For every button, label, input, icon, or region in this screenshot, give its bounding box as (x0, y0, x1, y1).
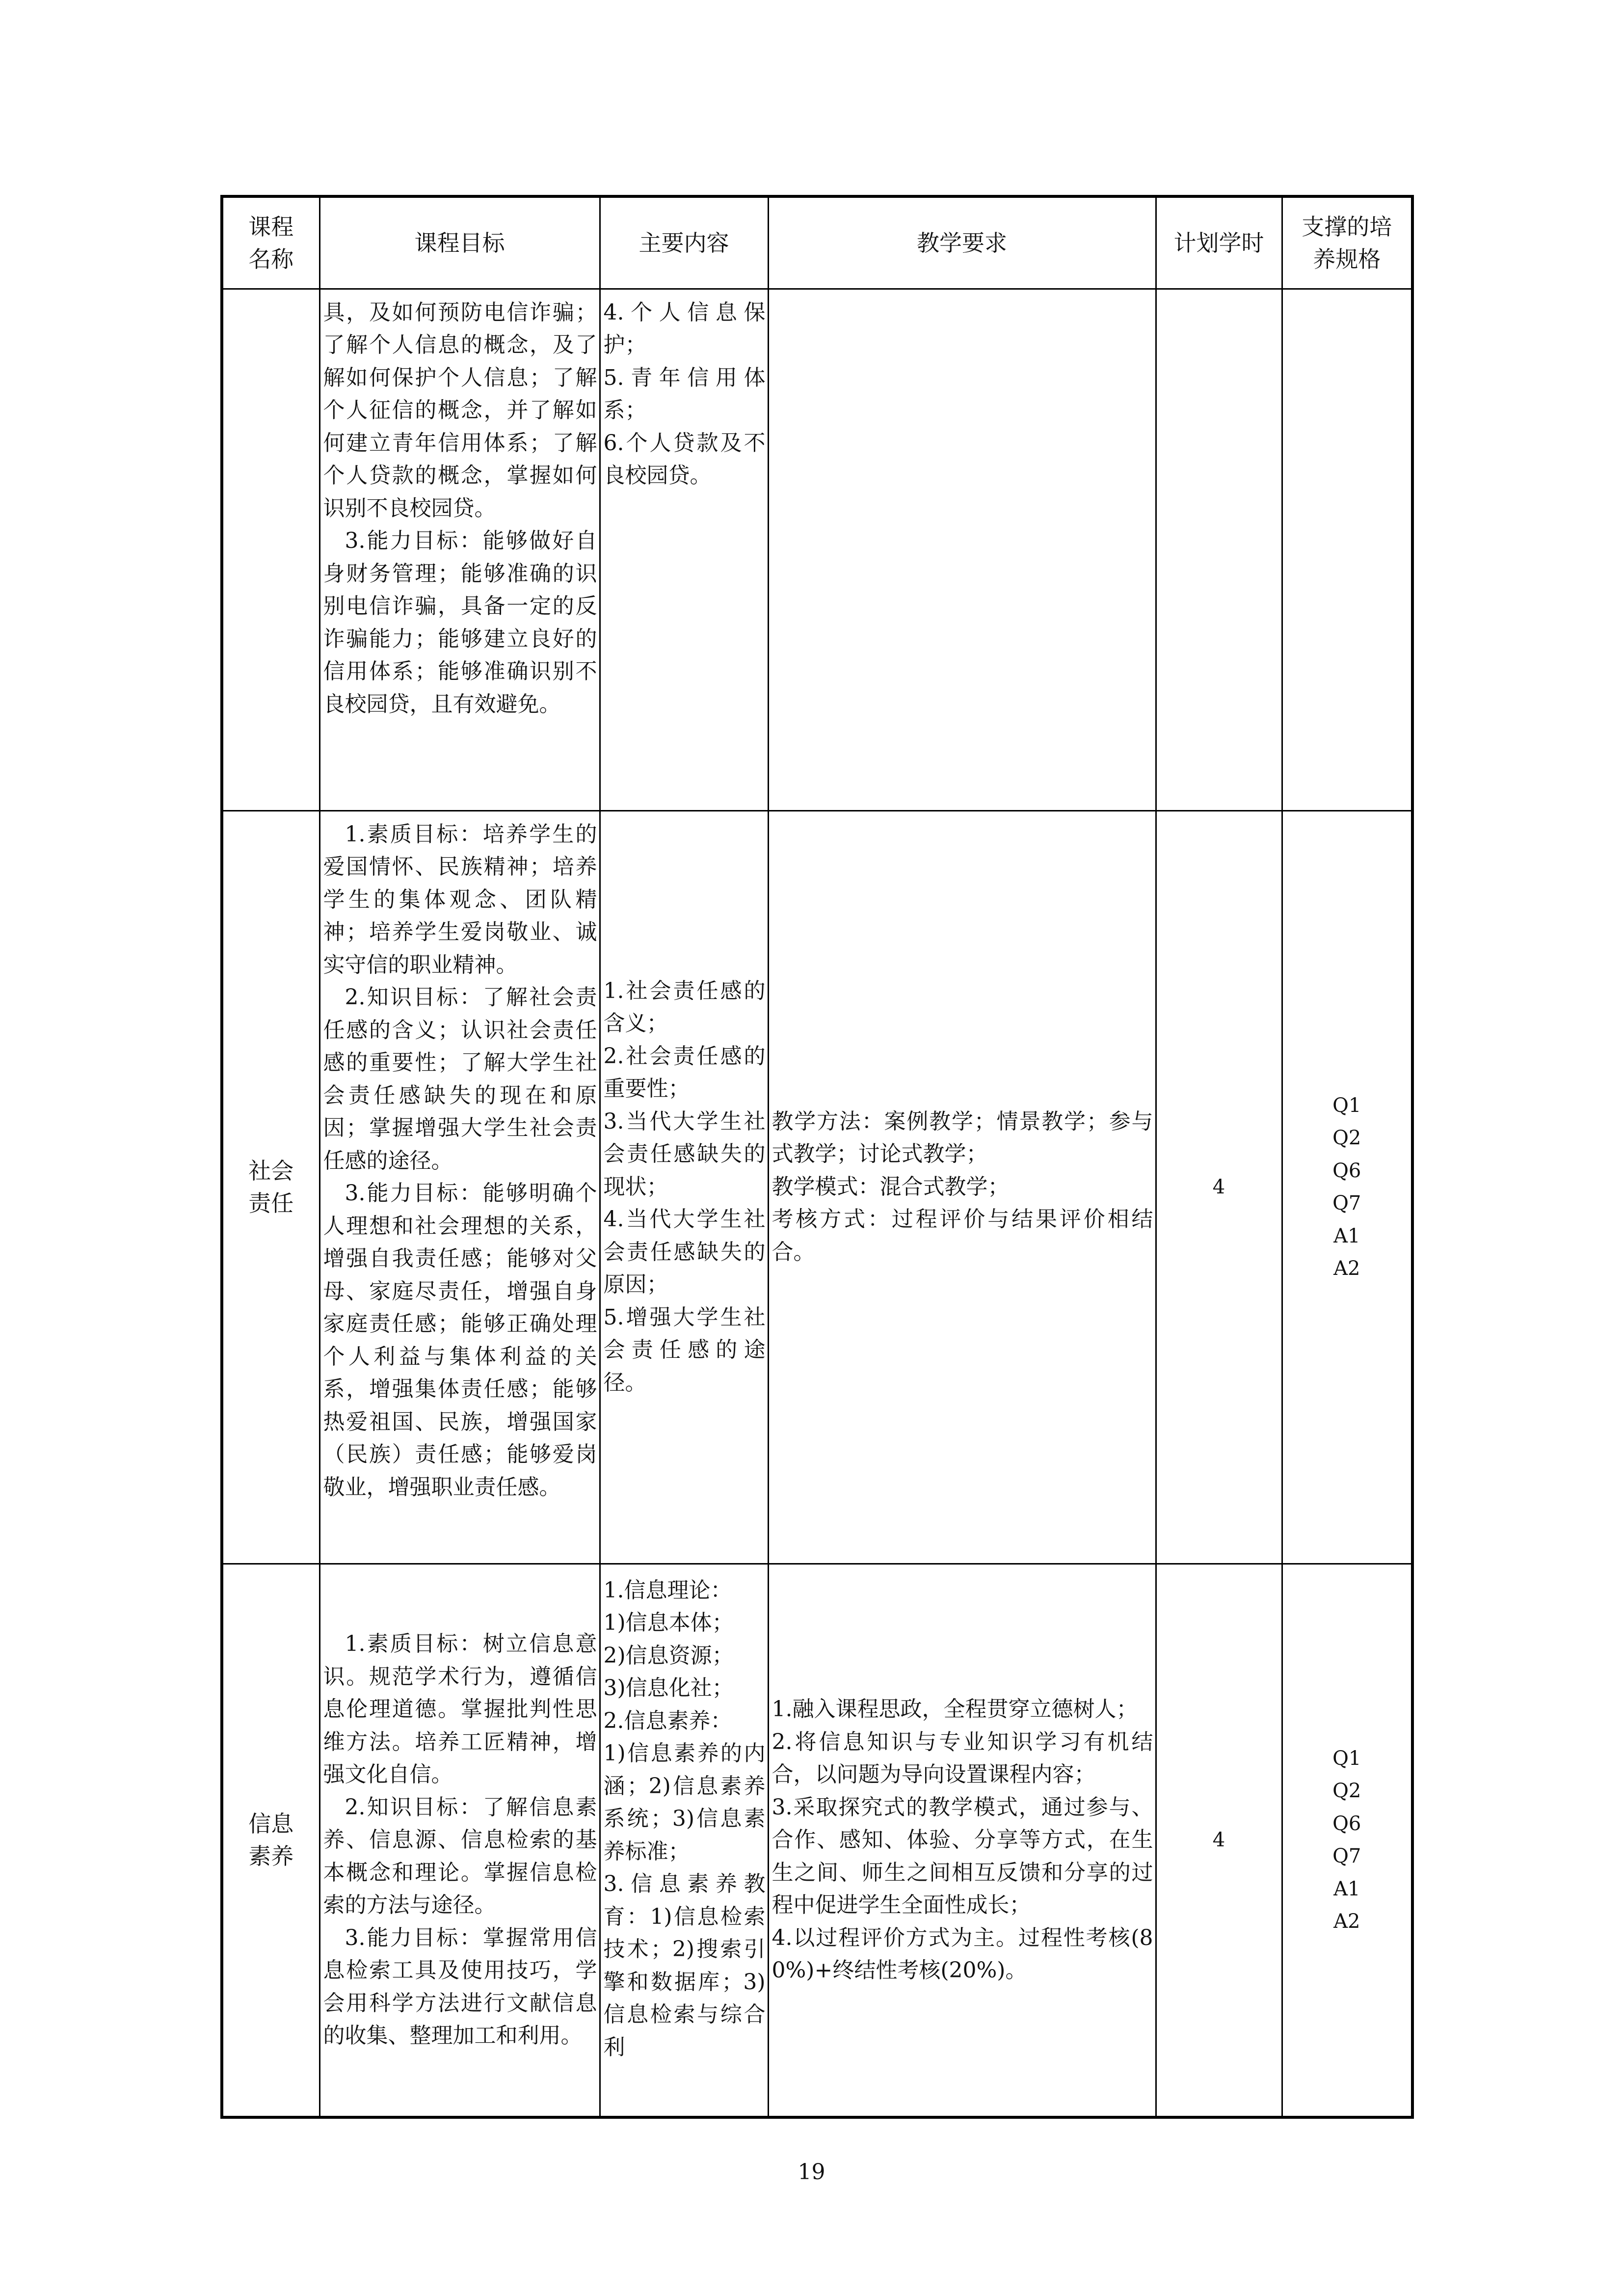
spec-code: A1 (1333, 1877, 1360, 1900)
content-item: 1.社会责任感的含义； (603, 978, 766, 1036)
planned-hours-cell: 4 (1156, 1564, 1282, 2117)
content-item: 3)信息化社； (603, 1675, 734, 1701)
spec-code: A1 (1333, 1224, 1360, 1247)
table-row (222, 289, 1412, 810)
course-goals-cell (319, 1564, 600, 2117)
requirement-item: 3.采取探究式的教学模式，通过参与、合作、感知、体验、分享等方式，在生生之间、师生之间相互反馈和分享的过程中促进学生全面性成长； (772, 1794, 1153, 1918)
planned-hours-cell: 4 (1156, 810, 1282, 1564)
course-goals-cell (319, 289, 600, 810)
requirement-item: 教学方法：案例教学；情景教学；参与式教学；讨论式教学； (772, 1108, 1153, 1167)
main-content-cell (600, 1564, 768, 2117)
spec-code: A2 (1333, 1257, 1360, 1280)
course-name-cell (222, 289, 319, 810)
spec-code: Q1 (1332, 1747, 1361, 1770)
content-item: 2.社会责任感的重要性； (603, 1043, 766, 1102)
content-item: 3.当代大学生社会责任感缺失的现状； (603, 1108, 766, 1199)
teaching-requirements-cell (768, 289, 1156, 810)
planned-hours-cell (1156, 289, 1282, 810)
header-teaching-requirements: 教学要求 (768, 196, 1156, 289)
goal-paragraph: 3.能力目标：能够做好自身财务管理；能够准确的识别电信诈骗，具备一定的反诈骗能力；能够建立良好的信用体系；能够准确识别不良校园贷，且有效避免。 (323, 528, 597, 717)
goal-paragraph: 2.知识目标：了解信息素养、信息源、信息检索的基本概念和理论。掌握信息检索的方法与途径。 (323, 1794, 597, 1918)
supported-specs-cell (1282, 289, 1412, 810)
course-name-cell: 社会责任 (222, 810, 319, 1564)
content-item: 5.青年信用体系； (603, 365, 766, 423)
requirement-item: 4.以过程评价方式为主。过程性考核(80%)+终结性考核(20%)。 (772, 1925, 1153, 1983)
content-item: 1)信息素养的内涵；2)信息素养系统；3)信息素养标准； (603, 1741, 766, 1864)
content-item: 3.信息素养教育：1)信息检索技术；2)搜索引擎和数据库；3)信息检索与综合利 (603, 1871, 766, 2060)
header-supported-specs: 支撑的培养规格 (1282, 196, 1412, 289)
goal-paragraph: 3.能力目标：能够明确个人理想和社会理想的关系，增强自我责任感；能够对父母、家庭尽责任，增强自身家庭责任感；能够正确处理个人利益与集体利益的关系，增强集体责任感；能够热爱祖国、民族，增强国家（民族）责任感；能够爱岗敬业，增强职业责任感。 (323, 1181, 597, 1500)
goal-paragraph: 具，及如何预防电信诈骗；了解个人信息的概念，及了解如何保护个人信息；了解个人征信的概念，并了解如何建立青年信用体系；了解个人贷款的概念，掌握如何识别不良校园贷。 (323, 299, 597, 521)
goal-paragraph: 1.素质目标：培养学生的爱国情怀、民族精神；培养学生的集体观念、团队精神；培养学生爱岗敬业、诚实守信的职业精神。 (323, 821, 597, 977)
requirement-item: 2.将信息知识与专业知识学习有机结合，以问题为导向设置课程内容； (772, 1729, 1153, 1787)
course-table (220, 195, 1414, 2119)
requirement-item: 教学模式：混合式教学； (772, 1174, 1010, 1199)
content-item: 2)信息资源； (603, 1643, 734, 1668)
spec-code: A2 (1333, 1910, 1360, 1933)
supported-specs-cell (1282, 810, 1412, 1564)
spec-code: Q1 (1332, 1094, 1361, 1117)
content-item: 2.信息素养： (603, 1708, 732, 1733)
content-item: 4.当代大学生社会责任感缺失的原因； (603, 1207, 766, 1297)
content-item: 6.个人贷款及不良校园贷。 (603, 430, 766, 488)
content-item: 4.个人信息保护； (603, 299, 766, 357)
content-item: 1)信息本体； (603, 1610, 734, 1635)
goal-paragraph: 1.素质目标：树立信息意识。规范学术行为，遵循信息伦理道德。掌握批判性思维方法。培养工匠精神，增强文化自信。 (323, 1631, 597, 1787)
requirement-item: 1.融入课程思政，全程贯穿立德树人； (772, 1697, 1138, 1722)
table-row (222, 810, 1412, 1564)
header-row (222, 196, 1412, 289)
goal-paragraph: 3.能力目标：掌握常用信息检索工具及使用技巧，学会用科学方法进行文献信息的收集、整理加工和利用。 (323, 1925, 597, 2048)
main-content-cell (600, 289, 768, 810)
header-course-goals: 课程目标 (319, 196, 600, 289)
spec-code: Q2 (1332, 1127, 1361, 1149)
spec-code: Q7 (1332, 1192, 1361, 1215)
course-name-cell: 信息素养 (222, 1564, 319, 2117)
teaching-requirements-cell (768, 810, 1156, 1564)
main-content-cell (600, 810, 768, 1564)
page-number: 19 (798, 2160, 825, 2185)
content-item: 1.信息理论： (603, 1577, 732, 1603)
requirement-item: 考核方式：过程评价与结果评价相结合。 (772, 1207, 1153, 1265)
header-course-name: 课程名称 (222, 196, 319, 289)
course-goals-cell (319, 810, 600, 1564)
spec-code: Q6 (1332, 1159, 1361, 1182)
spec-code: Q2 (1332, 1780, 1361, 1803)
goal-paragraph: 2.知识目标：了解社会责任感的含义；认识社会责任感的重要性；了解大学生社会责任感缺失的现在和原因；掌握增强大学生社会责任感的途径。 (323, 985, 597, 1173)
table-row (222, 1564, 1412, 2117)
header-main-content: 主要内容 (600, 196, 768, 289)
spec-code: Q6 (1332, 1812, 1361, 1835)
content-item: 5.增强大学生社会责任感的途径。 (603, 1304, 766, 1395)
teaching-requirements-cell (768, 1564, 1156, 2117)
header-planned-hours: 计划学时 (1156, 196, 1282, 289)
spec-code: Q7 (1332, 1845, 1361, 1868)
supported-specs-cell (1282, 1564, 1412, 2117)
